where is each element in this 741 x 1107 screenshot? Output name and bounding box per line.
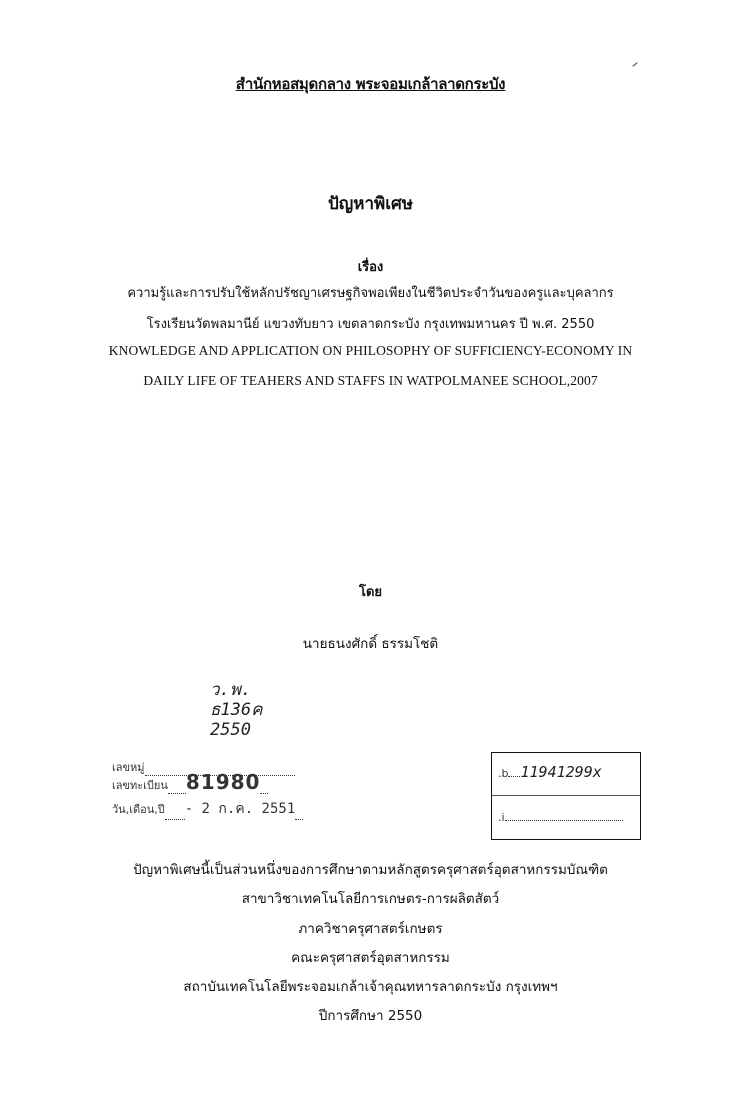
- call-number-line-2: ธ136ค: [210, 700, 263, 720]
- pen-tick-mark: [632, 62, 637, 67]
- footer-line-2: สาขาวิชาเทคโนโลยีการเกษตร-การผลิตสัตว์: [241, 891, 500, 907]
- registration-number-label: เลขทะเบียน: [112, 779, 168, 792]
- footer-line-1: ปัญหาพิเศษนี้เป็นส่วนหนึ่งของการศึกษาตามหลักสูตรครุศาสตร์อุตสาหกรรมบัณฑิต: [133, 862, 608, 878]
- footer-line-5: สถาบันเทคโนโลยีพระจอมเกล้าเจ้าคุณทหารลาดกระบัง กรุงเทพฯ: [183, 979, 558, 995]
- subject-english-line-1: KNOWLEDGE AND APPLICATION ON PHILOSOPHY OF SUFFICIENCY-ECONOMY IN: [108, 343, 633, 358]
- call-number-line-3: 2550: [210, 720, 251, 740]
- registration-row-2: [112, 770, 268, 794]
- footer-line-3: ภาควิชาครุศาสตร์เกษตร: [298, 921, 443, 937]
- footer-line-4: คณะครุศาสตร์อุตสาหกรรม: [291, 950, 450, 966]
- library-stamp-header: สำนักหอสมุดกลาง พระจอมเกล้าลาดกระบัง: [235, 75, 506, 93]
- subject-thai-line-2: โรงเรียนวัดพลมานีย์ แขวงทับยาว เขตลาดกระบัง กรุงเทพมหานคร ปี พ.ศ. 2550: [146, 317, 595, 332]
- barcode-i-dotted-line: [505, 820, 623, 821]
- call-number-line-1: ว.พ.: [210, 680, 252, 700]
- subject-thai-line-1: ความรู้และการปรับใช้หลักปรัชญาเศรษฐกิจพอเพียงในชีวิตประจำวันของครูและบุคลากร: [127, 286, 614, 301]
- footer-line-6: ปีการศึกษา 2550: [318, 1008, 423, 1024]
- by-label: โดย: [358, 585, 383, 600]
- author-name: นายธนงศักดิ์ ธรรมโชติ: [302, 636, 439, 652]
- registration-date-value: - 2 ก.ค. 2551: [184, 801, 296, 817]
- document-title: ปัญหาพิเศษ: [327, 194, 414, 214]
- registration-row-3: [112, 798, 303, 820]
- barcode-i-label: .i: [498, 811, 505, 824]
- barcode-record-box: [491, 752, 641, 840]
- barcode-b-field: [498, 763, 602, 781]
- barcode-b-label: .b: [498, 767, 509, 780]
- barcode-i-field: [498, 811, 623, 824]
- class-number-label: เลขหมู่: [112, 761, 145, 774]
- subject-label: เรื่อง: [357, 260, 384, 275]
- box-divider: [492, 795, 640, 796]
- registration-number-value: 81980: [185, 770, 261, 794]
- subject-english-line-2: DAILY LIFE OF TEAHERS AND STAFFS IN WATPOLMANEE SCHOOL,2007: [143, 373, 598, 388]
- date-label: วัน,เดือน,ปี: [112, 803, 165, 816]
- barcode-b-value: 11941299x: [520, 763, 602, 781]
